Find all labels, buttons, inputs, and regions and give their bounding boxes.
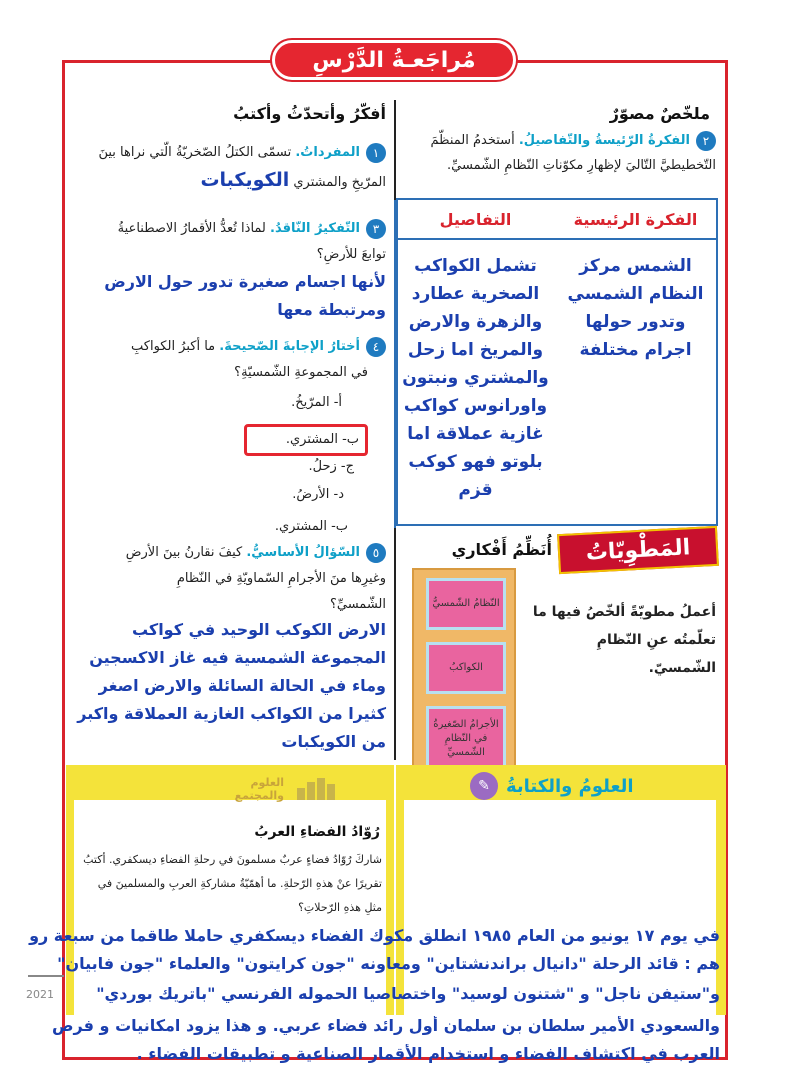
science-society-title: العلوم والمجتمع	[234, 776, 284, 802]
answer-text: لأنها اجسام صغيرة تدور حول الارض	[104, 272, 386, 291]
question-number: ٥	[366, 543, 386, 563]
arab-text-line: شاركَ رُوّادُ فضاءٍ عربٌ مسلمونَ في رحلةِ الفضاءِ ديسكفري. أكتبُ	[83, 853, 382, 866]
question-lead: السّؤالُ الأساسيُّ.	[246, 545, 360, 560]
page-title: مُراجَعـةُ الدَّرْسِ	[272, 40, 516, 80]
main-idea-header: الفكرة الرئيسية	[555, 200, 716, 240]
answer-text: ب- المشتري.	[274, 519, 348, 534]
question-3-line2: توابعَ للأرضِ؟	[316, 247, 386, 262]
question-1-line2	[72, 168, 386, 195]
science-writing-header	[470, 771, 706, 801]
report-line: في يوم ١٧ يونيو من العام ١٩٨٥ انطلق مكوك الفضاء ديسكفري حاملا طاقما من سبعة رو	[29, 926, 720, 945]
question-lead: التّفكيرُ النّاقدُ.	[270, 221, 360, 236]
question-lead: المفرداتُ.	[295, 145, 360, 160]
question-5	[72, 540, 386, 565]
question-text: أستخدمُ المنظّمَ	[430, 133, 515, 148]
answer-text: ومرتبطة معها	[277, 300, 386, 319]
question-5-line2: وغيرِها منَ الأجرامِ السّماويّةِ في النّظامِ	[176, 571, 386, 586]
arab-astronauts-heading: رُوّادُ الفضاءِ العربُ	[254, 824, 380, 840]
main-idea-answer: الشمس مركز النظام الشمسي وتدور حولها اجرام مختلفة	[567, 256, 704, 360]
question-lead: الفكرةُ الرّئيسةُ والتّفاصيلُ.	[518, 133, 690, 148]
foldable-illustration	[412, 568, 516, 783]
foldable-card: الكواكبُ	[426, 642, 506, 694]
option-a[interactable]: أ- المرّيخُ.	[291, 395, 342, 410]
option-c[interactable]: ج- زحلُ.	[308, 459, 354, 474]
report-line: العرب في اكتشاف الفضاء و استخدام الأقمار الصناعية و تطبيقات الفضاء .	[136, 1044, 720, 1063]
answer-block	[70, 616, 386, 756]
arab-astronauts-text	[76, 848, 382, 920]
foldable-card: النّظامُ الشّمسيُّ	[426, 578, 506, 630]
answer-line: وماء في الحالة السائلة والارض اصغر	[98, 676, 386, 695]
answer-line: الارض الكوكب الوحيد في كواكب	[131, 620, 386, 639]
summary-heading: ملخّصٌ مصوّرٌ	[609, 104, 710, 123]
question-4	[72, 334, 386, 359]
arab-text-line: مثلِ هذهِ الرّحلاتِ؟	[298, 901, 382, 914]
option-b-selected[interactable]: ب- المشتري.	[244, 424, 368, 456]
question-text: ما أكبرُ الكواكبِ	[131, 339, 216, 354]
answer-line: كثيرا من الكواكب الغازية العملاقة واكبر	[77, 704, 386, 723]
answer-text: الكويكبات	[200, 169, 290, 191]
question-number: ٢	[696, 131, 716, 151]
report-line: هم : قائد الرحلة "دانيال براندنشتاين" ومعاونه "جون كرايتون" والعلماء "جون فابيان"	[57, 954, 720, 973]
question-number: ٣	[366, 219, 386, 239]
graphic-organizer-table	[396, 198, 718, 526]
details-header: التفاصيل	[394, 200, 555, 240]
question-number: ٤	[366, 337, 386, 357]
question-3	[72, 216, 386, 241]
question-2	[400, 128, 716, 153]
margin-line	[28, 975, 64, 983]
question-text: كيفَ نقارنُ بينَ الأرضِ	[125, 545, 243, 560]
buildings-icon	[286, 772, 346, 800]
question-lead: أختارُ الإجابةَ الصّحيحةَ.	[219, 339, 360, 354]
question-number: ١	[366, 143, 386, 163]
foldables-logo: المَطْوِيّاتُ	[557, 526, 719, 574]
question-text: لماذا تُعدُّ الأقمارُ الاصطناعيةُ	[117, 221, 266, 236]
foldable-card: الأجرامُ الصّغيرةُ في النّظامِ الشّمسيِّ	[426, 706, 506, 772]
question-5-line3: الشّمسيِّ؟	[329, 597, 386, 612]
year-label: 2021	[26, 988, 54, 1001]
question-1	[72, 140, 386, 165]
answer-line: المجموعة الشمسية فيه غاز الاكسجين	[89, 648, 386, 667]
question-text: المرّيخِ والمشتري	[293, 175, 386, 190]
option-d[interactable]: د- الأرضُ.	[292, 487, 344, 502]
question-text: تسمّى الكتلُ الصّخريّةُ الّتي نراها بينَ	[98, 145, 292, 160]
think-talk-write-heading: أفكّرُ وأتحدّثُ وأكتبُ	[233, 104, 386, 123]
foldables-heading: أُنَظِّمُ أَفْكاري	[451, 540, 552, 559]
answer-line: من الكويكبات	[281, 732, 386, 751]
pencil-icon: ✎	[470, 772, 498, 800]
details-answer: تشمل الكواكب الصخرية عطارد والزهرة والارض والمريخ اما زحل والمشتري ونبتون واورانوس كواكب غازية عملاقة اما بلوتو فهو كوكب قزم	[394, 240, 555, 528]
foldables-text: أعملُ مطويّةً ألخّصُ فيها ما تعلّمتُه عنِ النّظامِ الشّمسيّ.	[532, 604, 716, 676]
arab-text-line: تقريرًا عنْ هذهِ الرّحلةِ. ما أهمّيّةُ مشاركةِ العربِ والمسلمينَ في	[97, 877, 382, 890]
report-line: و"ستيفن ناجل" و "شتنون لوسيد" واختصاصيا الحموله الفرنسي "باتريك بوردي"	[96, 984, 720, 1003]
report-line: والسعودي الأمير سلطان بن سلمان أول رائد فضاء عربي. و هذا يزود امكانيات و فرص	[52, 1016, 720, 1035]
science-writing-title: العلومُ والكتابةُ	[506, 775, 634, 797]
question-4-line2: في المجموعةِ الشّمسيّةِ؟	[234, 365, 368, 380]
question-2-line2: التّخطيطيَّ التّاليَ لإظهارِ مكوّناتِ النّظامِ الشّمسيِّ.	[447, 158, 716, 173]
